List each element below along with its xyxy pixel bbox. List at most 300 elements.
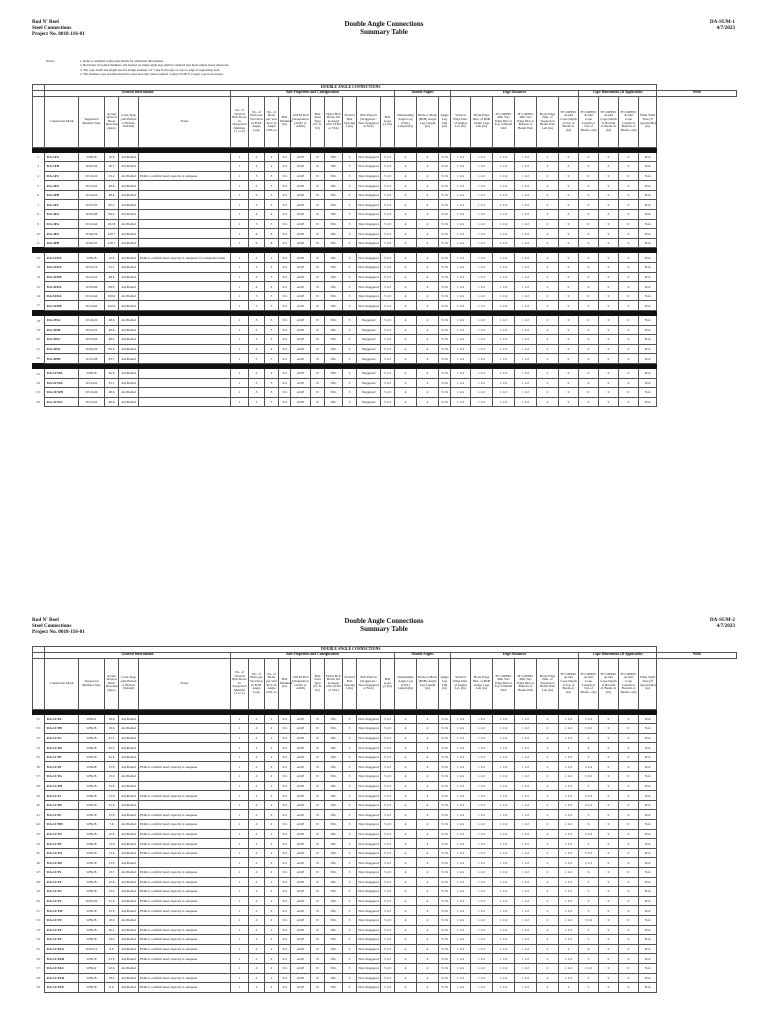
table-cell: SSL xyxy=(325,791,343,801)
table-cell: 1 1/2 xyxy=(471,316,493,326)
table-row[interactable] xyxy=(33,354,737,364)
table-cell: 1 1/4 xyxy=(451,229,471,239)
table-cell: 3/4 xyxy=(279,325,291,335)
table-cell: W8x18 xyxy=(79,772,105,782)
table-cell: N/A xyxy=(639,954,657,964)
table-cell: 5/16 xyxy=(439,171,451,181)
connection-mark-cell: DA-2CPA xyxy=(45,263,79,273)
table-cell: 0 xyxy=(619,791,639,801)
column-header: Actual Vertical Shear Reaction (kips) xyxy=(105,658,119,709)
table-cell: 5/16 xyxy=(439,983,451,993)
table-cell: 1 xyxy=(231,229,249,239)
table-row[interactable] xyxy=(33,162,737,172)
table-cell: 4 xyxy=(395,762,417,772)
table-row[interactable] xyxy=(33,772,737,782)
table-cell: N xyxy=(311,743,325,753)
table-row[interactable] xyxy=(33,301,737,311)
table-cell: SSL xyxy=(325,325,343,335)
table-row[interactable] xyxy=(33,190,737,200)
column-header: ASTM Bolt Designation (A325 or A490) xyxy=(291,658,311,709)
table-cell: 5 1/2 xyxy=(381,743,395,753)
table-cell: SSL xyxy=(325,344,343,354)
table-row[interactable] xyxy=(33,378,737,388)
table-cell: 1 1/4 xyxy=(451,200,471,210)
table-cell: 1 1/4 xyxy=(451,925,471,935)
table-cell: 1 xyxy=(231,397,249,407)
table-cell: All-Bolted xyxy=(119,810,139,820)
table-cell: All-Bolted xyxy=(119,935,139,945)
table-cell: A325 xyxy=(291,378,311,388)
table-row[interactable] xyxy=(33,810,737,820)
table-cell: 1 1/2 xyxy=(515,743,537,753)
table-cell: 0 xyxy=(559,263,579,273)
table-cell: N xyxy=(311,388,325,398)
table-cell: 4 xyxy=(395,301,417,311)
table-row[interactable] xyxy=(33,210,737,220)
table-cell: Staggered xyxy=(357,325,381,335)
table-cell: 5 1/2 xyxy=(381,820,395,830)
table-cell: 2 xyxy=(265,848,279,858)
table-cell: 1 1/2 xyxy=(471,896,493,906)
table-cell: 0 xyxy=(619,344,639,354)
table-row[interactable] xyxy=(33,791,737,801)
table-cell: 2 xyxy=(537,397,559,407)
table-cell: A325 xyxy=(291,344,311,354)
table-cell: All-Bolted xyxy=(119,219,139,229)
table-cell: 5/16 xyxy=(439,762,451,772)
table-cell: 4 xyxy=(579,743,599,753)
table-cell: 3/4 xyxy=(279,344,291,354)
table-cell: Non-Staggered xyxy=(357,791,381,801)
table-cell: 3/4 xyxy=(279,253,291,263)
table-cell: 0 xyxy=(619,915,639,925)
table-cell: 3/4 xyxy=(279,282,291,292)
table-cell: 2 xyxy=(537,877,559,887)
title-line-2: Summary Table xyxy=(360,28,408,36)
table-cell: N xyxy=(311,848,325,858)
table-cell: 1 1/2 xyxy=(471,810,493,820)
table-cell: 5 1/2 xyxy=(381,354,395,364)
table-cell: Non-Staggered xyxy=(357,944,381,954)
table-cell: 1 1/4 xyxy=(451,152,471,162)
table-cell: 5/16 xyxy=(439,714,451,724)
table-row[interactable] xyxy=(33,963,737,973)
table-cell: 1 1/2 xyxy=(559,906,579,916)
table-cell: 48.6 xyxy=(105,316,119,326)
table-cell: 5 xyxy=(249,291,265,301)
table-cell: 4 xyxy=(395,781,417,791)
table-row[interactable] xyxy=(33,925,737,935)
table-cell: 4 xyxy=(395,291,417,301)
notes-cell xyxy=(139,858,231,868)
table-cell: 1 1/4 xyxy=(451,291,471,301)
column-group-header: Weld xyxy=(657,653,737,659)
table-cell: 4 xyxy=(395,181,417,191)
table-cell: 3/4 xyxy=(279,388,291,398)
table-cell: 3 xyxy=(343,272,357,282)
table-cell: A325 xyxy=(291,190,311,200)
table-cell: A325 xyxy=(291,272,311,282)
table-cell: 1 1/2 xyxy=(471,848,493,858)
table-cell: 2 1/2 xyxy=(579,829,599,839)
table-cell: SSL xyxy=(325,963,343,973)
table-cell: 1 1/2 xyxy=(515,839,537,849)
table-cell: 1 1/4 xyxy=(493,954,515,964)
table-row[interactable] xyxy=(33,263,737,273)
table-cell: SSL xyxy=(325,915,343,925)
notes-cell: EOR to confirm bead capacity is adequate xyxy=(139,762,231,772)
table-cell: N xyxy=(311,253,325,263)
table-cell: A325 xyxy=(291,368,311,378)
table-row[interactable] xyxy=(33,906,737,916)
table-cell: W16x26 xyxy=(79,282,105,292)
table-cell: 1 1/4 xyxy=(493,983,515,993)
table-cell: 3 xyxy=(343,772,357,782)
table-cell: 1 1/2 xyxy=(471,253,493,263)
table-cell: 1 1/4 xyxy=(451,973,471,983)
table-row[interactable] xyxy=(33,935,737,945)
table-cell: N xyxy=(311,733,325,743)
table-row[interactable] xyxy=(33,388,737,398)
table-cell: N/A xyxy=(639,388,657,398)
table-cell: 5/16 xyxy=(439,906,451,916)
column-header: IF COPED: Actual Cope Length at Top of Beam c (in) xyxy=(579,96,599,147)
table-row[interactable] xyxy=(33,839,737,849)
table-cell: SSL xyxy=(325,973,343,983)
table-cell: 4 xyxy=(395,229,417,239)
table-cell: SSL xyxy=(325,820,343,830)
table-cell: N xyxy=(311,810,325,820)
table-row[interactable] xyxy=(33,344,737,354)
table-cell: 5/16 xyxy=(439,272,451,282)
table-cell: 4 xyxy=(395,925,417,935)
column-header: Fillet Weld Size (If Applicable) (in) xyxy=(639,658,657,709)
table-cell: 1 1/2 xyxy=(515,171,537,181)
column-header: Bolt Joint Type (N, X, SC) xyxy=(311,96,325,147)
table-cell: 1 xyxy=(231,368,249,378)
table-row[interactable] xyxy=(33,800,737,810)
table-row[interactable] xyxy=(33,368,737,378)
row-number: 13 xyxy=(36,265,40,270)
column-header: No. of Vertical Bolt Rows in Supported Member (1 or 2) xyxy=(231,658,249,709)
table-cell: 1 1/2 xyxy=(559,963,579,973)
table-row[interactable] xyxy=(33,944,737,954)
table-cell: 4 xyxy=(395,791,417,801)
table-cell: A325 xyxy=(291,325,311,335)
table-cell: 48.6 xyxy=(105,190,119,200)
table-row[interactable] xyxy=(33,714,737,724)
table-cell: W8x18 xyxy=(79,743,105,753)
table-row[interactable] xyxy=(33,325,737,335)
table-cell: SSL xyxy=(325,253,343,263)
table-cell: 3/4 xyxy=(279,915,291,925)
table-cell: 3 xyxy=(343,944,357,954)
project-number: Project No. 0018-116-01 xyxy=(32,31,85,37)
table-row[interactable] xyxy=(33,181,737,191)
table-cell: 2 xyxy=(537,906,559,916)
connection-mark-cell: DA-3CPB xyxy=(45,272,79,282)
table-cell: 1 1/4 xyxy=(451,724,471,734)
table-row[interactable] xyxy=(33,733,737,743)
table-cell: 1 xyxy=(231,325,249,335)
table-cell: 2 xyxy=(249,772,265,782)
table-cell: 1 1/4 xyxy=(451,868,471,878)
table-cell: 5/16 xyxy=(439,963,451,973)
table-cell: N xyxy=(311,162,325,172)
table-cell: 48.6 xyxy=(105,181,119,191)
table-cell: 3 xyxy=(249,181,265,191)
table-cell: 0 xyxy=(619,368,639,378)
table-cell: N xyxy=(311,714,325,724)
table-cell: 1 1/2 xyxy=(559,772,579,782)
table-cell: 4 xyxy=(265,282,279,292)
notes-cell: EOR to confirm bead capacity is adequate xyxy=(139,877,231,887)
table-cell: 1 xyxy=(231,954,249,964)
table-cell: 1 1/4 xyxy=(451,378,471,388)
table-cell: 5 1/2 xyxy=(381,983,395,993)
table-row[interactable] xyxy=(33,858,737,868)
table-cell: 5 1/2 xyxy=(381,378,395,388)
table-cell: 1 1/2 xyxy=(515,954,537,964)
table-cell: Non-Staggered xyxy=(357,839,381,849)
table-row[interactable] xyxy=(33,171,737,181)
table-row[interactable] xyxy=(33,291,737,301)
column-header: Outstanding Angle Leg (OSL) Length (in) xyxy=(395,96,417,147)
table-cell: 0 xyxy=(619,973,639,983)
table-cell: 1 1/2 xyxy=(515,724,537,734)
table-cell: 5/16 xyxy=(439,781,451,791)
table-cell: 4 xyxy=(417,190,439,200)
table-cell: All-Bolted xyxy=(119,316,139,326)
table-cell: 1 1/2 xyxy=(471,877,493,887)
table-cell: 3 xyxy=(343,354,357,364)
notes-cell xyxy=(139,344,231,354)
connection-mark-cell: DA-1CTQ xyxy=(45,848,79,858)
table-cell: 5/16 xyxy=(439,925,451,935)
table-cell: 3/4 xyxy=(279,301,291,311)
table-cell: 1 1/4 xyxy=(451,896,471,906)
table-cell: 3 xyxy=(249,325,265,335)
table-row[interactable] xyxy=(33,282,737,292)
column-header: Back-to-Back (B2B) Angle Leg Length (in) xyxy=(417,658,439,709)
table-row[interactable] xyxy=(33,954,737,964)
table-row[interactable] xyxy=(33,152,737,162)
company-subtitle: Steel Connections xyxy=(32,623,72,629)
table-cell: 4 xyxy=(395,210,417,220)
table-cell: 0 xyxy=(599,388,619,398)
table-cell: 1 1/2 xyxy=(471,397,493,407)
table-row[interactable] xyxy=(33,973,737,983)
table-cell: 0 xyxy=(619,229,639,239)
table-cell: 5 1/2 xyxy=(381,724,395,734)
table-cell: 2 xyxy=(249,829,265,839)
table-cell: 1 xyxy=(231,344,249,354)
table-cell: 0 xyxy=(599,810,619,820)
table-cell: 1 1/4 xyxy=(493,162,515,172)
table-cell: 2 xyxy=(265,724,279,734)
table-cell: 0 xyxy=(619,906,639,916)
table-cell: 4 xyxy=(395,238,417,248)
table-cell: A325 xyxy=(291,714,311,724)
table-cell: 1 1/4 xyxy=(493,877,515,887)
table-cell: Staggered xyxy=(357,335,381,345)
table-row[interactable] xyxy=(33,200,737,210)
table-cell: 0 xyxy=(599,973,619,983)
table-cell: 3 xyxy=(343,800,357,810)
table-cell: 0 xyxy=(599,301,619,311)
table-cell: A325 xyxy=(291,973,311,983)
table-row[interactable] xyxy=(33,762,737,772)
table-cell: All-Bolted xyxy=(119,858,139,868)
table-row[interactable] xyxy=(33,915,737,925)
table-cell: 26.9 xyxy=(105,368,119,378)
column-header: Angle Leg Thk (in) xyxy=(439,96,451,147)
table-row[interactable] xyxy=(33,781,737,791)
connection-mark-cell: DA-1CTD xyxy=(45,743,79,753)
table-cell: 4 xyxy=(417,162,439,172)
table-cell: N xyxy=(311,263,325,273)
table-cell: 3 xyxy=(343,229,357,239)
connection-mark-cell: DA-5CPB xyxy=(45,301,79,311)
table-cell: N/A xyxy=(639,896,657,906)
table-cell: 2 xyxy=(537,781,559,791)
notes-cell: EOR to confirm bead capacity is adequate xyxy=(139,944,231,954)
table-cell: 5 1/2 xyxy=(381,282,395,292)
table-cell: 5/16 xyxy=(439,848,451,858)
table-row[interactable] xyxy=(33,335,737,345)
table-cell: 0 xyxy=(619,887,639,897)
table-cell: 5/16 xyxy=(439,368,451,378)
row-number: 51 xyxy=(36,908,40,913)
table-cell: 4 xyxy=(395,752,417,762)
table-cell: N/A xyxy=(639,820,657,830)
table-cell: 3/4 xyxy=(279,925,291,935)
table-cell: SSL xyxy=(325,724,343,734)
table-cell: W8x18 xyxy=(79,839,105,849)
table-row[interactable] xyxy=(33,829,737,839)
table-cell: 0 xyxy=(599,733,619,743)
column-header: Supported Member Size xyxy=(79,96,105,147)
table-cell: 5 1/2 xyxy=(381,316,395,326)
table-row[interactable] xyxy=(33,887,737,897)
table-cell: 4 xyxy=(417,963,439,973)
table-row[interactable] xyxy=(33,253,737,263)
table-cell: 4 xyxy=(417,829,439,839)
connection-mark-cell: DA-1CTV xyxy=(45,896,79,906)
column-header: Vertical Bolt Spacing s (in) xyxy=(343,658,357,709)
row-number: 17 xyxy=(36,303,40,308)
table-cell: A325 xyxy=(291,152,311,162)
table-cell: 1 1/2 xyxy=(471,724,493,734)
notes-cell xyxy=(139,238,231,248)
table-cell: 1 1/2 xyxy=(493,397,515,407)
table-cell: N/A xyxy=(639,829,657,839)
table-row[interactable] xyxy=(33,238,737,248)
table-cell: 1 1/2 xyxy=(471,983,493,993)
table-cell: All-Bolted xyxy=(119,301,139,311)
table-cell: 1 1/4 xyxy=(493,973,515,983)
table-cell: 1 1/2 xyxy=(471,714,493,724)
table-cell: 5 xyxy=(579,752,599,762)
table-cell: Non-Staggered xyxy=(357,935,381,945)
table-cell: 4 xyxy=(417,858,439,868)
table-cell: 5 1/2 xyxy=(381,848,395,858)
table-cell: 3/4 xyxy=(279,848,291,858)
table-cell: 2 xyxy=(249,781,265,791)
table-cell: 3 xyxy=(343,724,357,734)
table-row[interactable] xyxy=(33,896,737,906)
connection-mark-cell: DA-4FB xyxy=(45,238,79,248)
column-header: IF COPED: Min Vert Edge Dist at Bottom of Beam Web xyxy=(515,658,537,709)
table-cell: 5 1/2 xyxy=(381,272,395,282)
table-cell: 1 xyxy=(231,200,249,210)
table-row[interactable] xyxy=(33,219,737,229)
title-line-1: Double Angle Connections xyxy=(344,20,424,28)
table-row[interactable] xyxy=(33,316,737,326)
table-cell: 5 1/2 xyxy=(381,839,395,849)
connection-mark-cell: DA-1CTE xyxy=(45,752,79,762)
table-cell: Non-Staggered xyxy=(357,152,381,162)
table-cell: 1 1/4 xyxy=(451,162,471,172)
table-row[interactable] xyxy=(33,877,737,887)
table-cell: 5 xyxy=(579,906,599,916)
table-row[interactable] xyxy=(33,820,737,830)
table-cell: 5/16 xyxy=(439,935,451,945)
column-header: Bolt Joint Type (N, X, SC) xyxy=(311,658,325,709)
table-cell: N xyxy=(311,772,325,782)
table-cell: 5/16 xyxy=(439,291,451,301)
table-cell: 4 xyxy=(417,397,439,407)
table-row[interactable] xyxy=(33,397,737,407)
table-cell: All-Bolted xyxy=(119,925,139,935)
table-cell: All-Bolted xyxy=(119,253,139,263)
table-row[interactable] xyxy=(33,868,737,878)
table-cell: SSL xyxy=(325,152,343,162)
table-row[interactable] xyxy=(33,752,737,762)
notes-cell xyxy=(139,915,231,925)
table-row[interactable] xyxy=(33,724,737,734)
table-cell: N xyxy=(311,752,325,762)
table-row[interactable] xyxy=(33,983,737,993)
table-cell: 2 xyxy=(537,200,559,210)
row-number: 36 xyxy=(36,764,40,769)
connection-mark-cell: DA-4CPA xyxy=(45,282,79,292)
column-header: IF COPED: Actual Cope Depth at Top of Beam dc (in) xyxy=(559,96,579,147)
table-cell: 5 1/2 xyxy=(381,171,395,181)
table-cell: All-Bolted xyxy=(119,829,139,839)
table-row[interactable] xyxy=(33,229,737,239)
table-cell: 5 1/2 xyxy=(381,388,395,398)
table-cell: 4 xyxy=(417,781,439,791)
table-row[interactable] xyxy=(33,743,737,753)
table-row[interactable] xyxy=(33,272,737,282)
row-number-header xyxy=(33,658,45,709)
table-cell: Non-Staggered xyxy=(357,848,381,858)
table-cell: 1 1/4 xyxy=(493,171,515,181)
table-cell: 3 xyxy=(343,152,357,162)
notes-cell xyxy=(139,162,231,172)
table-cell: 4 xyxy=(395,368,417,378)
table-cell: 1 1/4 xyxy=(493,743,515,753)
table-cell: A325 xyxy=(291,282,311,292)
table-cell: W8x18 xyxy=(79,925,105,935)
table-cell: 4 xyxy=(417,229,439,239)
column-header: IF COPED: Actual Cope Depth at Bottom of Beam dc (in) xyxy=(599,96,619,147)
table-cell: 4 xyxy=(395,820,417,830)
table-cell: 4 xyxy=(395,200,417,210)
table-row[interactable] xyxy=(33,848,737,858)
table-cell: 3 xyxy=(343,325,357,335)
